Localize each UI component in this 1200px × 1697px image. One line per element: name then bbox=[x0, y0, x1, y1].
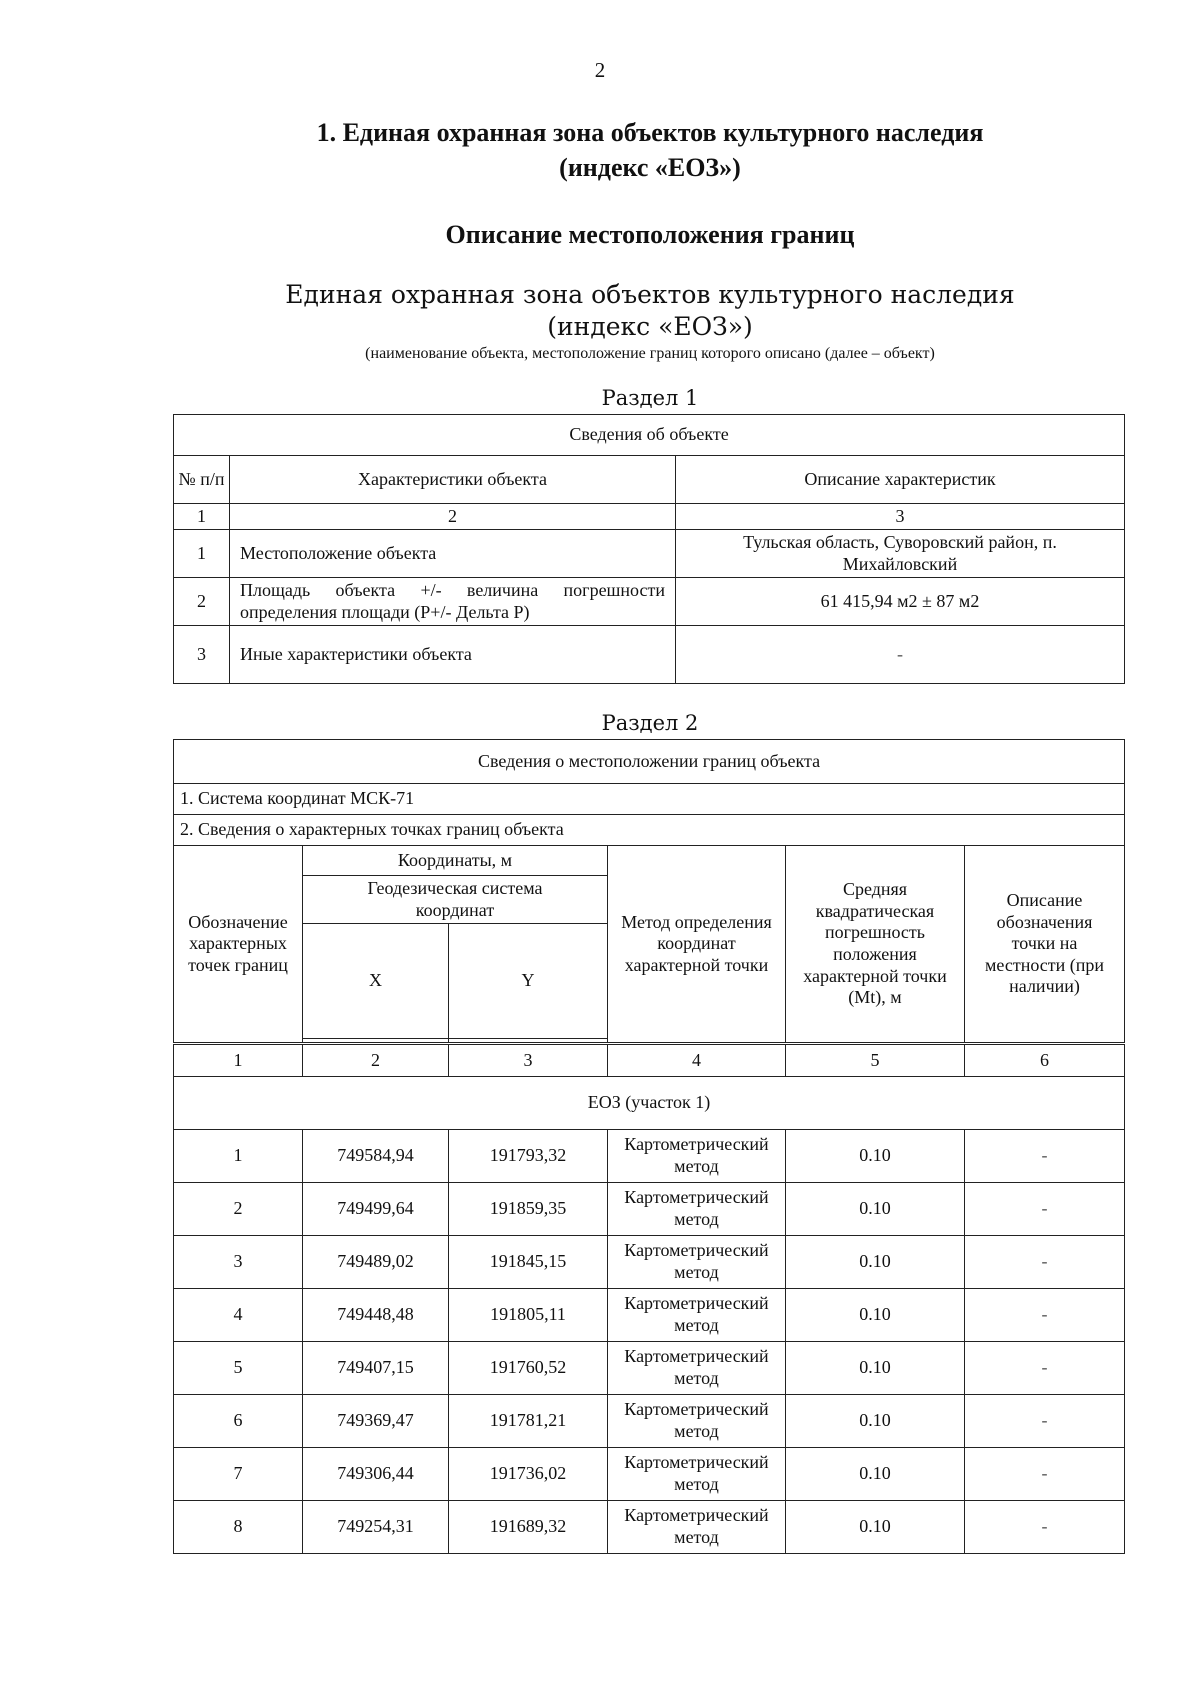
header-description: Описание характеристик bbox=[676, 456, 1125, 504]
point-description: - bbox=[965, 1130, 1125, 1183]
row-number: 2 bbox=[174, 578, 230, 626]
points-table bbox=[173, 1044, 1125, 1554]
characteristic-value: - bbox=[676, 626, 1125, 684]
header-x: X bbox=[303, 924, 449, 1039]
point-error: 0.10 bbox=[786, 1342, 965, 1395]
table-row bbox=[174, 626, 1125, 684]
point-error: 0.10 bbox=[786, 1395, 965, 1448]
row-number: 1 bbox=[174, 530, 230, 578]
point-number: 6 bbox=[174, 1395, 303, 1448]
object-name-line-1: Единая охранная зона объектов культурного наследия bbox=[285, 280, 1015, 309]
row-number: 3 bbox=[174, 626, 230, 684]
point-y: 191781,21 bbox=[449, 1395, 608, 1448]
points-title: 2. Сведения о характерных точках границ объекта bbox=[174, 815, 1125, 846]
point-x: 749499,64 bbox=[303, 1183, 449, 1236]
point-number: 4 bbox=[174, 1289, 303, 1342]
point-number: 8 bbox=[174, 1501, 303, 1554]
point-y: 191793,32 bbox=[449, 1130, 608, 1183]
table-row bbox=[174, 1342, 1125, 1395]
point-y: 191736,02 bbox=[449, 1448, 608, 1501]
table-row bbox=[174, 1289, 1125, 1342]
table-row bbox=[174, 1501, 1125, 1554]
page-number: 2 bbox=[594, 58, 606, 82]
header-method: Метод определения координат характерной точки bbox=[608, 846, 786, 1043]
subheading: Описание местоположения границ bbox=[445, 220, 855, 249]
point-description: - bbox=[965, 1289, 1125, 1342]
point-number: 7 bbox=[174, 1448, 303, 1501]
section-1-title: Сведения об объекте bbox=[174, 415, 1125, 456]
point-number: 5 bbox=[174, 1342, 303, 1395]
col-number: 6 bbox=[965, 1045, 1125, 1077]
point-error: 0.10 bbox=[786, 1501, 965, 1554]
heading-line-2: (индекс «ЕОЗ») bbox=[559, 153, 741, 182]
point-error: 0.10 bbox=[786, 1448, 965, 1501]
characteristic-name: Площадь объекта +/- величина погрешности определения площади (Р+/- Дельта Р) bbox=[230, 578, 676, 626]
point-x: 749306,44 bbox=[303, 1448, 449, 1501]
point-number: 2 bbox=[174, 1183, 303, 1236]
point-method: Картометрический метод bbox=[608, 1501, 786, 1554]
col-number: 3 bbox=[676, 504, 1125, 530]
point-method: Картометрический метод bbox=[608, 1289, 786, 1342]
heading-line-1: 1. Единая охранная зона объектов культурного наследия bbox=[316, 118, 984, 147]
col-number: 1 bbox=[174, 1045, 303, 1077]
section-2-label: Раздел 2 bbox=[601, 711, 699, 735]
header-geodetic: Геодезическая система координат bbox=[303, 876, 608, 924]
section-2-table bbox=[173, 739, 1125, 1043]
point-y: 191859,35 bbox=[449, 1183, 608, 1236]
col-number: 3 bbox=[449, 1045, 608, 1077]
point-error: 0.10 bbox=[786, 1183, 965, 1236]
point-x: 749448,48 bbox=[303, 1289, 449, 1342]
section-1-table bbox=[173, 414, 1125, 684]
header-designation: Обозначение характерных точек границ bbox=[174, 846, 303, 1043]
point-method: Картометрический метод bbox=[608, 1448, 786, 1501]
point-description: - bbox=[965, 1342, 1125, 1395]
header-coordinates: Координаты, м bbox=[303, 846, 608, 876]
header-description: Описание обозначения точки на местности (при наличии) bbox=[965, 846, 1125, 1043]
table-row bbox=[174, 1448, 1125, 1501]
point-y: 191689,32 bbox=[449, 1501, 608, 1554]
point-y: 191845,15 bbox=[449, 1236, 608, 1289]
point-method: Картометрический метод bbox=[608, 1183, 786, 1236]
point-x: 749584,94 bbox=[303, 1130, 449, 1183]
characteristic-value: Тульская область, Суворовский район, п. Михайловский bbox=[676, 530, 1125, 578]
point-x: 749489,02 bbox=[303, 1236, 449, 1289]
point-description: - bbox=[965, 1501, 1125, 1554]
point-description: - bbox=[965, 1395, 1125, 1448]
col-number: 4 bbox=[608, 1045, 786, 1077]
col-number: 2 bbox=[230, 504, 676, 530]
point-x: 749254,31 bbox=[303, 1501, 449, 1554]
point-method: Картометрический метод bbox=[608, 1342, 786, 1395]
point-error: 0.10 bbox=[786, 1289, 965, 1342]
table-row bbox=[174, 578, 1125, 626]
section-1-label: Раздел 1 bbox=[601, 386, 699, 410]
point-method: Картометрический метод bbox=[608, 1236, 786, 1289]
point-error: 0.10 bbox=[786, 1130, 965, 1183]
col-number: 5 bbox=[786, 1045, 965, 1077]
point-y: 191805,11 bbox=[449, 1289, 608, 1342]
header-error: Средняя квадратическая погрешность положения характерной точки (Mt), м bbox=[786, 846, 965, 1043]
point-y: 191760,52 bbox=[449, 1342, 608, 1395]
table-row bbox=[174, 1395, 1125, 1448]
characteristic-name: Местоположение объекта bbox=[230, 530, 676, 578]
characteristic-name: Иные характеристики объекта bbox=[230, 626, 676, 684]
point-number: 1 bbox=[174, 1130, 303, 1183]
table-row bbox=[174, 530, 1125, 578]
group-label: ЕОЗ (участок 1) bbox=[174, 1077, 1125, 1130]
coord-system: 1. Система координат МСК-71 bbox=[174, 784, 1125, 815]
header-number: № п/п bbox=[174, 456, 230, 504]
section-2-title: Сведения о местоположении границ объекта bbox=[174, 740, 1125, 784]
point-description: - bbox=[965, 1183, 1125, 1236]
table-row bbox=[174, 1130, 1125, 1183]
table-row bbox=[174, 1236, 1125, 1289]
object-name-line-2: (индекс «ЕОЗ») bbox=[547, 312, 753, 341]
point-description: - bbox=[965, 1236, 1125, 1289]
header-characteristics: Характеристики объекта bbox=[230, 456, 676, 504]
point-x: 749407,15 bbox=[303, 1342, 449, 1395]
object-caption: (наименование объекта, местоположение границ которого описано (далее – объект) bbox=[365, 345, 935, 362]
point-number: 3 bbox=[174, 1236, 303, 1289]
point-method: Картометрический метод bbox=[608, 1130, 786, 1183]
col-number: 1 bbox=[174, 504, 230, 530]
point-description: - bbox=[965, 1448, 1125, 1501]
characteristic-value: 61 415,94 м2 ± 87 м2 bbox=[676, 578, 1125, 626]
col-number: 2 bbox=[303, 1045, 449, 1077]
point-error: 0.10 bbox=[786, 1236, 965, 1289]
point-method: Картометрический метод bbox=[608, 1395, 786, 1448]
header-y: Y bbox=[449, 924, 608, 1039]
table-row bbox=[174, 1183, 1125, 1236]
point-x: 749369,47 bbox=[303, 1395, 449, 1448]
